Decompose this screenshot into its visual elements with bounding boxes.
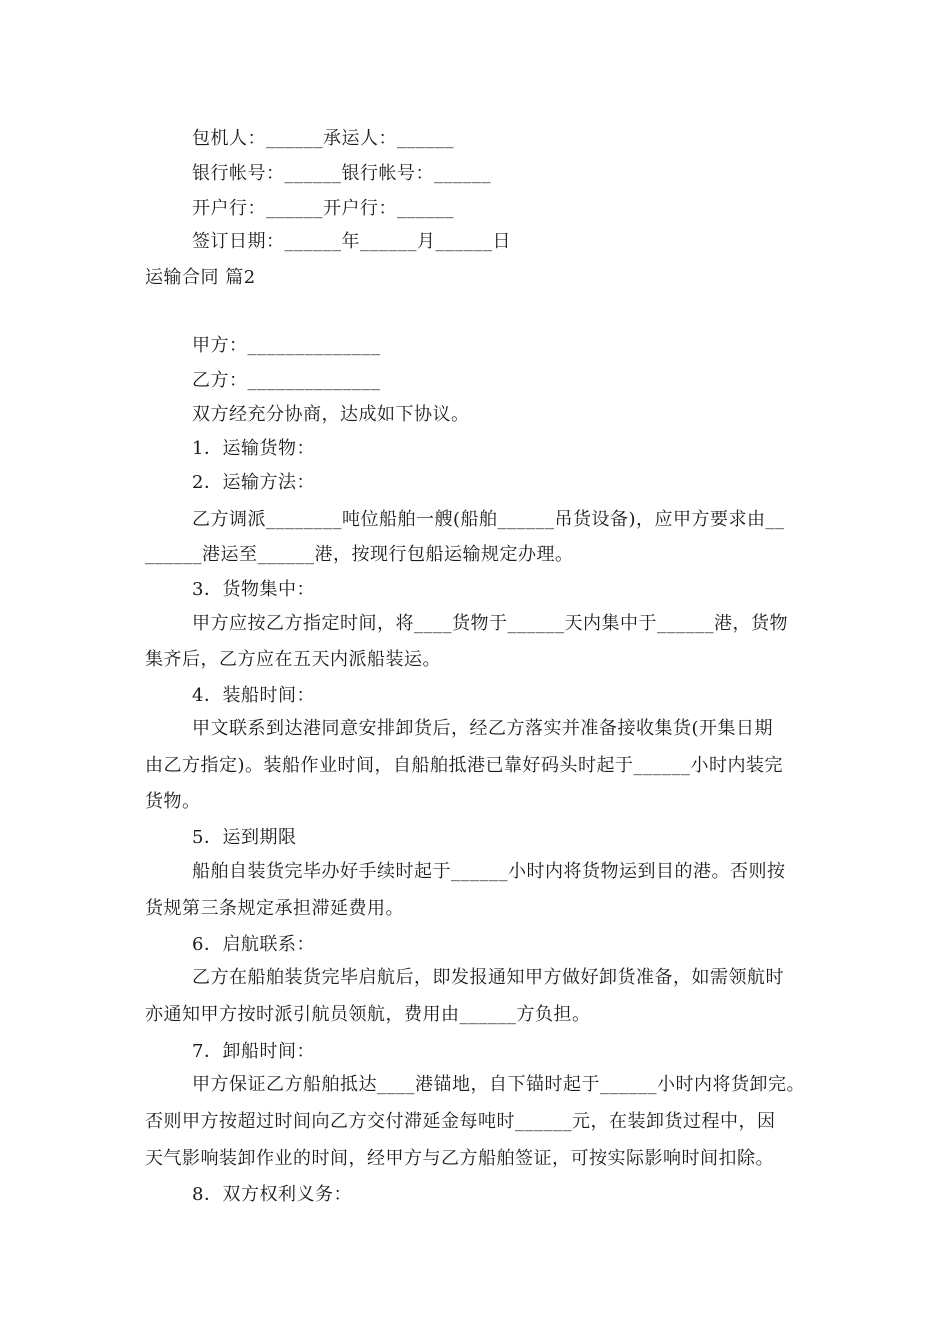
clause-7-line-3: 天气影响装卸作业的时间，经甲方与乙方船舶签证，可按实际影响时间扣除。 [145, 1148, 774, 1169]
clause-7-line-2: 否则甲方按超过时间向乙方交付滞延金每吨时______元，在装卸货过程中，因 [145, 1111, 776, 1132]
clause-3-heading: 3．货物集中： [192, 579, 315, 600]
bank-account-line: 银行帐号：______银行帐号：______ [192, 163, 491, 184]
clause-3-line-1: 甲方应按乙方指定时间，将____货物于______天内集中于______港，货物 [192, 613, 788, 634]
clause-6-line-1: 乙方在船舶装货完毕启航后，即发报通知甲方做好卸货准备，如需领航时 [192, 967, 784, 988]
clause-6-heading: 6．启航联系： [192, 934, 315, 955]
party-b-line: 乙方：______________ [192, 370, 381, 391]
clause-5-heading: 5．运到期限 [192, 827, 297, 848]
clause-2-line-1: 乙方调派________吨位船舶一艘(船舶______吊货设备)，应甲方要求由__ [192, 509, 785, 530]
opening-bank-line: 开户行：______开户行：______ [192, 198, 454, 219]
clause-3-line-2: 集齐后，乙方应在五天内派船装运。 [145, 649, 441, 670]
intro-paragraph: 双方经充分协商，达成如下协议。 [192, 404, 470, 425]
clause-7-heading: 7．卸船时间： [192, 1041, 315, 1062]
section-title: 运输合同 篇2 [145, 267, 256, 288]
clause-5-line-2: 货规第三条规定承担滞延费用。 [145, 898, 404, 919]
charterer-carrier-line: 包机人：______承运人：______ [192, 128, 454, 149]
signing-date-line: 签订日期：______年______月______日 [192, 231, 511, 252]
clause-4-line-3: 货物。 [145, 791, 201, 812]
clause-1-heading: 1．运输货物： [192, 438, 315, 459]
clause-4-line-2: 由乙方指定)。装船作业时间，自船舶抵港已靠好码头时起于______小时内装完 [145, 755, 784, 776]
clause-2-line-2: ______港运至______港，按现行包船运输规定办理。 [145, 544, 574, 565]
clause-7-line-1: 甲方保证乙方船舶抵达____港锚地，自下锚时起于______小时内将货卸完。 [192, 1074, 805, 1095]
clause-5-line-1: 船舶自装货完毕办好手续时起于______小时内将货物运到目的港。否则按 [192, 861, 786, 882]
clause-6-line-2: 亦通知甲方按时派引航员领航，费用由______方负担。 [145, 1004, 591, 1025]
clause-8-heading: 8．双方权利义务： [192, 1184, 352, 1205]
party-a-line: 甲方：______________ [192, 335, 381, 356]
clause-4-line-1: 甲文联系到达港同意安排卸货后，经乙方落实并准备接收集货(开集日期 [192, 718, 774, 739]
clause-4-heading: 4．装船时间： [192, 685, 315, 706]
clause-2-heading: 2．运输方法： [192, 472, 315, 493]
